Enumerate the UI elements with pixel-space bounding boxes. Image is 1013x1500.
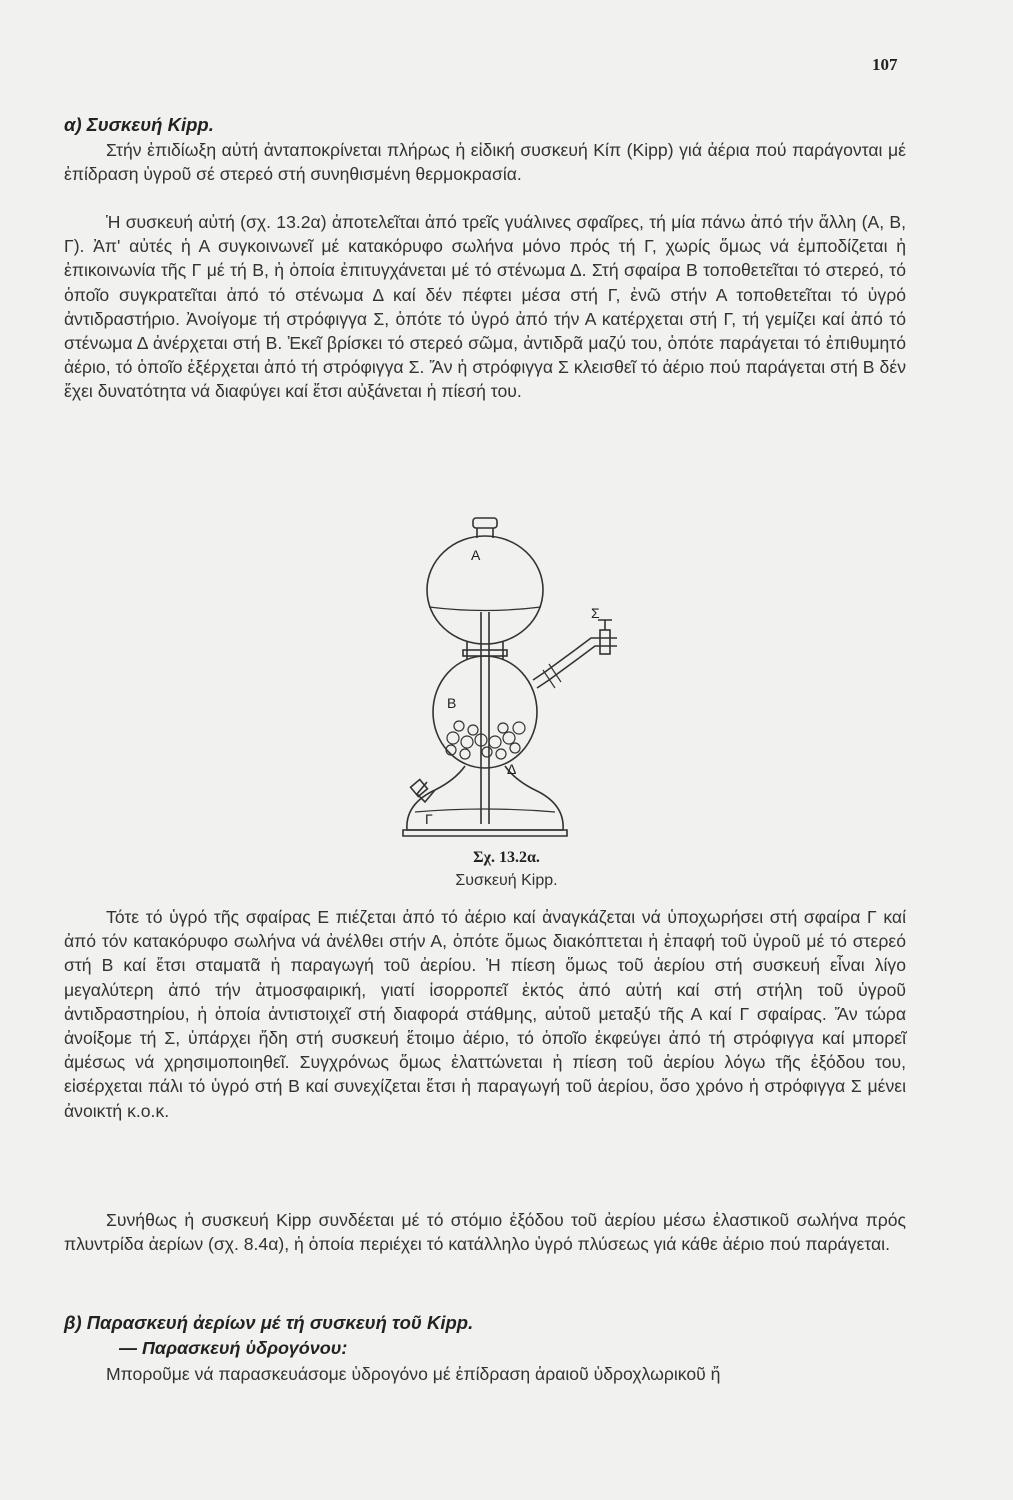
figure-label-c: Γ: [425, 811, 433, 827]
section-b-subheading: — Παρασκευή ὑδρογόνου:: [119, 1338, 348, 1358]
section-a-paragraph-1: Στήν ἐπιδίωξη αὐτή ἀνταποκρίνεται πλήρως ἡ εἰδική συσκευή Κίπ (Kipp) γιά ἀέρια πού παράγονται μέ ἐπίδραση ὑγροῦ σέ στερεό στή συνηθισμένη θερμοκρασία.: [64, 140, 906, 185]
figure-label-d: Δ: [507, 761, 517, 777]
kipp-apparatus-drawing: [395, 512, 655, 842]
section-a-paragraph-3: Τότε τό ὑγρό τῆς σφαίρας Ε πιέζεται ἀπό τό ἀέριο καί ἀναγκάζεται νά ὑποχωρήσει στή σφαίρα Γ καί ἀπό τόν κατακόρυφο σωλήνα νά ἀνέλθει στήν Α, ὁπότε ὅμως διακόπτεται ἡ ἐπαφή τοῦ ὑγροῦ μέ τό στερεό στή Β καί ἔτσι σταματᾶ ἡ παραγωγή τοῦ ἀερίου. Ἡ πίεση ὅμως τοῦ ἀερίου στή συσκευή εἶναι λίγο μεγαλύτερη ἀπό τήν ἀτμοσφαιρική, γιατί ἰσορροπεῖ ἐκτός ἀπό αὐτή καί στή στήλη τοῦ ὑγροῦ ἀντιδραστηρίου, ἡ ὁποία ἀντιστοιχεῖ στή διαφορά στάθμης, αὐτοῦ μεταξύ τῆς Α καί Γ σφαίρας. Ἄν τώρα ἀνοίξομε τή Σ, ὑπάρχει ἤδη στή συσκευή ἕτοιμο ἀέριο, τό ὁποῖο ἐκφεύγει ἀπό τή στρόφιγγα καί μπορεῖ ἀμέσως νά χρησιμοποιηθεῖ. Συγχρόνως ὅμως ἐλαττώνεται ἡ πίεση τοῦ ἀερίου λόγω τῆς ἐξόδου του, εἰσέρχεται πάλι τό ὑγρό στή Β καί συνεχίζεται ἔτσι ἡ παραγωγή τοῦ ἀερίου, ὅσο χρόνο ἡ στρόφιγγα Σ μένει ἀνοικτή κ.ο.κ.: [64, 907, 906, 1121]
section-b-paragraph-1: Μποροῦμε νά παρασκευάσομε ὑδρογόνο μέ ἐπίδραση ἀραιοῦ ὑδροχλωρικοῦ ἤ: [106, 1364, 721, 1384]
figure-number: Σχ. 13.2α.: [473, 849, 540, 866]
section-a-paragraph-2: Ἡ συσκευή αὐτή (σχ. 13.2α) ἀποτελεῖται ἀπό τρεῖς γυάλινες σφαῖρες, τή μία πάνω ἀπό τήν ἄλλη (Α, Β, Γ). Ἀπ' αὐτές ἡ Α συγκοινωνεῖ μέ κατακόρυφο σωλήνα μόνο πρός τή Γ, χωρίς ὅμως νά ἐμποδίζεται ἡ ἐπικοινωνία τῆς Γ μέ τή Β, ἡ ὁποία ἐπιτυγχάνεται μέ τό στένωμα Δ. Στή σφαίρα Β τοποθετεῖται τό στερεό, τό ὁποῖο συγκρατεῖται ἀπό τό στένωμα Δ καί δέν πέφτει μέσα στή Γ, ἐνῶ στήν Α τοποθετεῖται τό ὑγρό ἀντιδραστήριο. Ἀνοίγομε τή στρόφιγγα Σ, ὁπότε τό ὑγρό ἀπό τήν Α κατέρχεται στή Γ, τή γεμίζει καί ἀπό τό στένωμα Δ ἀνέρχεται στή Β. Ἐκεῖ βρίσκει τό στερεό σῶμα, ἀντιδρᾶ μαζύ του, ὁπότε παράγεται τό ἐπιθυμητό ἀέριο, τό ὁποῖο ἐξέρχεται ἀπό τή στρόφιγγα Σ. Ἄν ἡ στρόφιγγα Σ κλεισθεῖ τό ἀέριο πού παράγεται στή Β δέν ἔχει δυνατότητα νά διαφύγει καί ἔτσι αὐξάνεται ἡ πίεσή του.: [64, 212, 906, 402]
section-a-heading: α) Συσκευή Kipp.: [64, 114, 214, 135]
figure-label-a: Α: [471, 547, 481, 563]
figure-label-s: Σ: [591, 605, 600, 621]
section-b-heading: β) Παρασκευή ἀερίων μέ τή συσκευή τοῦ Kipp.: [64, 1312, 474, 1333]
figure-caption: Συσκευή Kipp.: [455, 872, 558, 889]
page-number: 107: [872, 55, 898, 74]
figure-label-b: Β: [447, 695, 457, 711]
kipp-apparatus-figure: [395, 512, 655, 842]
section-a-paragraph-4: Συνήθως ἡ συσκευή Kipp συνδέεται μέ τό στόμιο ἐξόδου τοῦ ἀερίου μέσω ἐλαστικοῦ σωλήνα πρός πλυντρίδα ἀερίων (σχ. 8.4α), ἡ ὁποία περιέχει τό κατάλληλο ὑγρό πλύσεως γιά κάθε ἀέριο πού παράγεται.: [64, 1210, 906, 1255]
